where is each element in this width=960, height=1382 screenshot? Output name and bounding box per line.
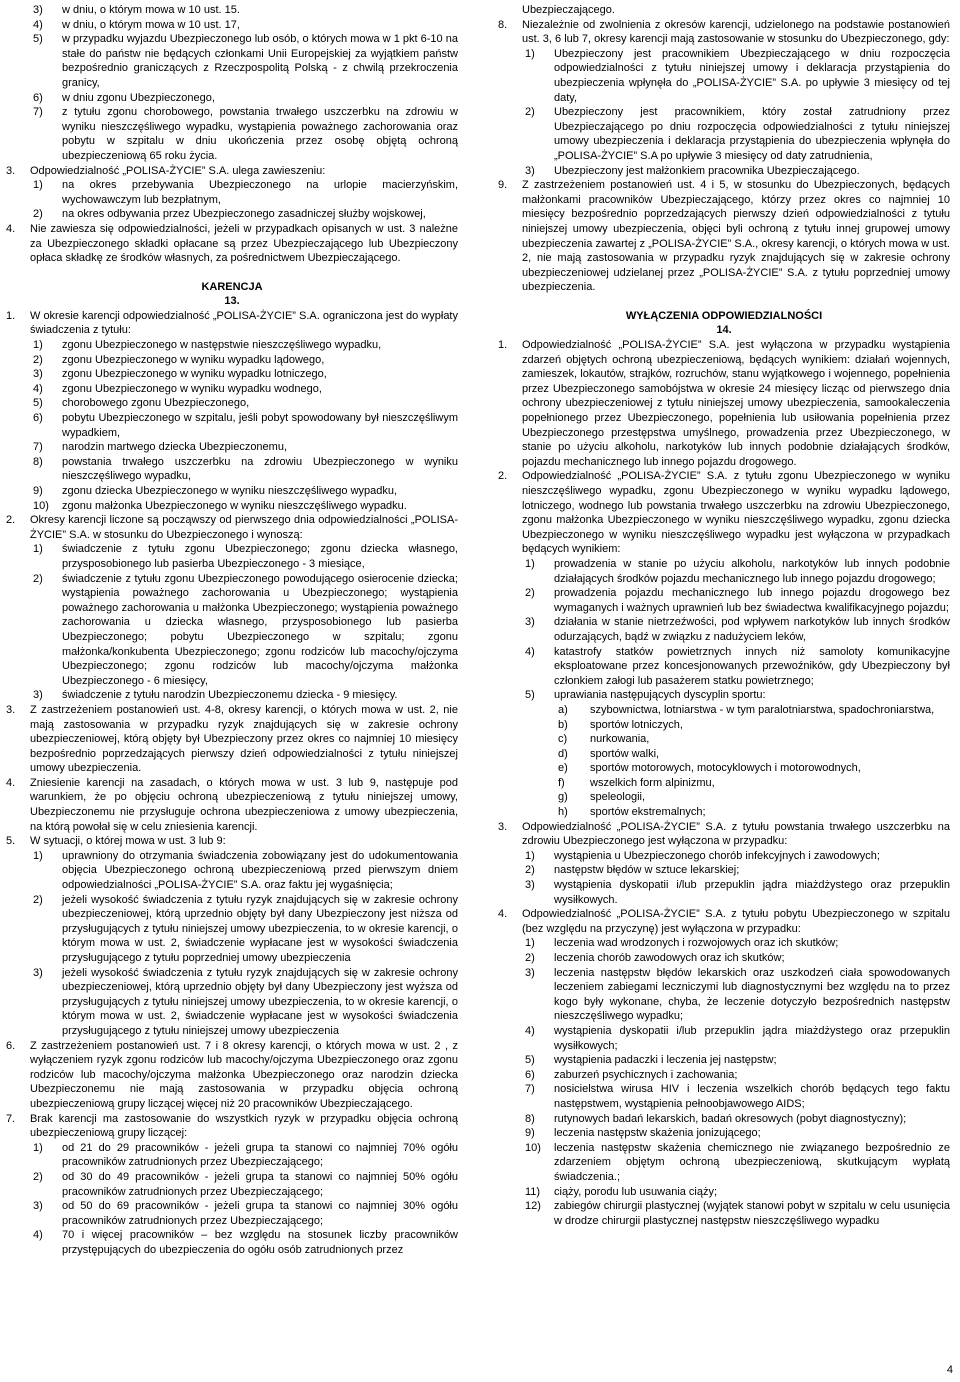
item-text: uprawniony do otrzymania świadczenia zobowiązany jest do udokumentowania objęcia Ubezpieczonego ochroną ubezpieczeniową przed pierwszym dniem odpowiedzialności „POLISA-ŻYCIE” S.A. oraz faktu jej wygaśnięcia;: [62, 849, 458, 892]
list-item: [498, 863, 950, 878]
section-heading: WYŁĄCZENIA ODPOWIEDZIALNOŚCI: [625, 309, 823, 322]
item-number: 3): [33, 4, 43, 16]
paragraph: [6, 776, 458, 834]
list-item: [498, 790, 950, 805]
left-column: [6, 3, 458, 1257]
item-text: Okresy karencji liczone są począwszy od pierwszego dnia odpowiedzialności „POLISA-ŻYCIE” S.A. w stosunku do Ubezpieczonego i wynoszą:: [30, 514, 458, 541]
item-text: katastrofy statków powietrznych innych niż samoloty komunikacyjne eksploatowane przez koncesjonowanych przewoźników, gdy Ubezpieczony był członkiem załogi lub pasażerem statku powietrznego;: [554, 645, 950, 687]
item-number: 2): [33, 572, 43, 585]
item-text: wystąpienia u Ubezpieczonego chorób infekcyjnych i zawodowych;: [554, 849, 880, 862]
item-text: W okresie karencji odpowiedzialność „POLISA-ŻYCIE” S.A. ograniczona jest do wypłaty świadczenia z tytułu:: [30, 309, 458, 337]
list-item: [498, 951, 950, 966]
list-item: [498, 1199, 950, 1228]
item-number: 6): [525, 1068, 535, 1081]
list-item: [498, 1068, 950, 1083]
item-text: powstania trwałego uszczerbku na zdrowiu Ubezpieczonego w wyniku nieszczęśliwego wypadku,: [62, 455, 458, 483]
list-item: [498, 732, 950, 747]
paragraph: [498, 18, 950, 47]
item-text: nosicielstwa wirusa HIV i leczenia wszelkich chorób będących tego faktu następstwem, wystąpienia pełnoobjawowego AIDS;: [554, 1083, 950, 1110]
list-item: [6, 32, 458, 90]
item-text: nurkowania,: [590, 733, 650, 746]
list-item: [6, 1141, 458, 1170]
list-item: [498, 1126, 950, 1141]
item-number: 6): [33, 412, 43, 425]
item-number: 5): [33, 397, 43, 410]
section-heading: 14.: [716, 324, 732, 337]
item-number: 1): [33, 543, 43, 556]
list-item: [498, 718, 950, 733]
item-number: 3): [525, 879, 535, 892]
item-text: szybownictwa, lotniarstwa - w tym paralotniarstwa, spadochroniarstwa,: [590, 703, 935, 716]
list-item: [498, 645, 950, 689]
item-number: 7.: [6, 1112, 16, 1125]
list-item: [498, 586, 950, 615]
list-item: [6, 688, 458, 703]
item-number: 8): [33, 455, 43, 468]
item-number: 1.: [498, 339, 508, 352]
item-number: 4): [33, 18, 43, 31]
list-item: [6, 382, 458, 397]
item-text: sportów motorowych, motocyklowych i motorowodnych,: [590, 762, 861, 775]
item-number: 4): [525, 1024, 535, 1037]
item-text: leczenia chorób zawodowych oraz ich skutków;: [554, 952, 785, 964]
list-item: [498, 1185, 950, 1200]
item-text: z tytułu zgonu chorobowego, powstania trwałego uszczerbku na zdrowiu w wyniku nieszczęśliwego wypadku, wystąpienia poważnego zachorowania oraz pobytu w szpitalu w dniu ukończenia przez osobę objętą ochroną ubezpieczeniową 65 roku życia.: [62, 106, 458, 162]
item-text: narodzin martwego dziecka Ubezpieczonemu,: [62, 441, 288, 454]
item-text: Brak karencji ma zastosowanie do wszystkich ryzyk w przypadku objęcia ochroną ubezpieczeniową grupy liczącej:: [30, 1112, 458, 1140]
list-item: [6, 1170, 458, 1199]
item-number: 7): [33, 106, 43, 119]
list-item: [498, 105, 950, 163]
item-text: Odpowiedzialność „POLISA-ŻYCIE” S.A. ulega zawieszeniu:: [30, 164, 326, 177]
item-number: 3.: [6, 164, 16, 177]
item-text: Nie zawiesza się odpowiedzialności, jeżeli w przypadkach opisanych w ust. 3 należne za Ubezpieczonego składki opłacane są przez Ubezpieczającego lub Ubezpieczony opłaca składkę ze środków własnych, za pośrednictwem Ubezpieczającego.: [30, 222, 458, 265]
list-item: [498, 776, 950, 791]
item-text: Ubezpieczony jest pracownikiem Ubezpieczającego w dniu rozpoczęcia odpowiedzialności z tytułu niniejszej umowy i deklaracja przystąpienia do ubezpieczenia wpłynęła do „POLISA-ŻYCIE” S.A. po upływie 3 miesięcy od tej daty,: [554, 47, 950, 104]
item-text: jeżeli wysokość świadczenia z tytułu ryzyk znajdujących się w zakresie ochrony ubezpieczeniowej, którą uprzednio objęty był dany Ubezpieczony jest wyższa od przysługujących z tytułu niniejszej umowy ubezpieczenia, to w okresie karencji, o którym mowa w ust. 2, świadczenie wypłacane jest w wysokości świadczenia przysługującego z tytułu niniejszej umowy ubezpieczenia: [62, 966, 458, 1037]
item-text: Ubezpieczony jest małżonkiem pracownika Ubezpieczającego.: [554, 164, 860, 177]
paragraph: [6, 164, 458, 179]
list-item: [498, 1141, 950, 1185]
item-number: 2): [525, 952, 535, 964]
item-text: jeżeli wysokość świadczenia z tytułu ryzyk znajdujących się w zakresie ochrony ubezpieczeniowej, którą uprzednio objęty był dany Ubezpieczony jest niższa od przysługujących z tytułu niniejszej umowy ubezpieczenia, to w okresie karencji, o którym mowa w ust. 2, świadczenie wypłacane jest w wysokości świadczenia przysługującego z tytułu poprzedniej umowy ubezpieczenia: [62, 893, 458, 964]
item-text: sportów lotniczych,: [590, 718, 683, 731]
item-text: uprawiania następujących dyscyplin sportu:: [554, 689, 766, 702]
item-number: 2): [525, 587, 535, 600]
item-number: 5.: [6, 835, 16, 848]
item-number: 3): [525, 616, 535, 629]
list-item: [498, 47, 950, 105]
item-number: 5): [525, 689, 535, 702]
item-text: Zniesienie karencji na zasadach, o których mowa w ust. 3 lub 9, następuje pod warunkiem, że po objęciu ochroną ubezpieczeniową z tytułu niniejszej umowy, Ubezpieczonemu nie przysługuje ochrona ubezpieczeniowa z umowy ubezpieczenia, na którą powołał się w celu zniesienia karencji.: [30, 776, 458, 833]
item-number: 7): [525, 1083, 535, 1096]
item-number: 1): [525, 849, 535, 862]
item-number: g): [558, 791, 568, 804]
item-text: wystąpienia dyskopatii i/lub przepuklin jądra miażdżystego oraz przepuklin wysiłkowych;: [554, 1024, 950, 1052]
item-number: 1.: [6, 309, 16, 322]
item-text: zgonu Ubezpieczonego w wyniku wypadku lądowego,: [62, 353, 325, 366]
item-text: Odpowiedzialność „POLISA-ŻYCIE” S.A. z tytułu powstania trwałego uszczerbku na zdrowiu Ubezpieczonego jest wyłączona w przypadku:: [522, 820, 950, 848]
list-item: [498, 703, 950, 718]
item-text: leczenia wad wrodzonych i rozwojowych oraz ich skutków;: [554, 937, 839, 950]
item-text: sportów ekstremalnych;: [590, 806, 706, 819]
item-text: zgonu Ubezpieczonego w wyniku wypadku lotniczego,: [62, 368, 327, 381]
list-item: [6, 440, 458, 455]
list-item: [6, 1228, 458, 1257]
item-number: 1): [525, 937, 535, 950]
list-item: [498, 878, 950, 907]
item-number: 2): [33, 1170, 43, 1183]
paragraph: [6, 513, 458, 542]
list-item: [498, 936, 950, 951]
item-number: 3): [33, 368, 43, 381]
item-number: 8): [525, 1112, 535, 1125]
item-text: chorobowego zgonu Ubezpieczonego,: [62, 397, 250, 410]
section-heading: KARENCJA: [201, 280, 263, 293]
item-text: od 21 do 29 pracowników - jeżeli grupa ta stanowi co najmniej 70% ogółu pracowników zatrudnionych przez Ubezpieczającego;: [62, 1141, 458, 1169]
item-number: 3.: [6, 703, 16, 716]
item-text: zgonu małżonka Ubezpieczonego w wyniku nieszczęśliwego wypadku.: [62, 499, 407, 512]
item-text: Odpowiedzialność „POLISA-ŻYCIE” S.A. z tytułu pobytu Ubezpieczonego w szpitalu (bez względu na przyczynę) jest wyłączona w przypadku:: [522, 908, 950, 935]
page-number: 4: [946, 1364, 953, 1377]
paragraph: [6, 834, 458, 849]
paragraph: [6, 703, 458, 776]
list-item: [498, 615, 950, 644]
item-number: 9): [33, 485, 43, 497]
item-text: świadczenie z tytułu zgonu Ubezpieczonego; zgonu dziecka własnego, przysposobionego lub pasierba Ubezpieczonego - 3 miesiące,: [62, 543, 458, 570]
list-item: [6, 207, 458, 222]
list-item: [498, 761, 950, 776]
item-number: f): [558, 776, 565, 789]
item-number: 1): [33, 339, 43, 352]
item-text: zabiegów chirurgii plastycznej (wyjątek stanowi pobyt w szpitalu w celu usunięcia w drodze chirurgii plastycznej następstw nieszczęśliwego wypadku: [554, 1200, 950, 1227]
item-text: leczenia następstw skażenia jonizującego;: [554, 1127, 761, 1140]
list-item: [6, 893, 458, 966]
paragraph: [498, 907, 950, 936]
item-text: rutynowych badań lekarskich, badań okresowych (pobyt diagnostyczny);: [554, 1112, 907, 1125]
list-item: [498, 1082, 950, 1111]
paragraph: [6, 1039, 458, 1112]
paragraph-continuation: [498, 3, 950, 18]
item-text: zaburzeń psychicznych i zachowania;: [554, 1068, 738, 1081]
item-number: 1): [33, 849, 43, 862]
section-heading: 13.: [224, 295, 240, 308]
item-text: na okres odbywania przez Ubezpieczonego zasadniczej służby wojskowej,: [62, 208, 426, 221]
item-text: Niezależnie od zwolnienia z okresów karencji, udzielonego na podstawie postanowień ust. 3, 6 lub 7, okresy karencji mają zastosowanie w stosunku do Ubezpieczonego, gdy:: [522, 18, 950, 46]
item-number: 10): [525, 1141, 541, 1154]
list-item: [6, 849, 458, 893]
item-number: 3.: [498, 820, 508, 833]
item-number: 2): [33, 353, 43, 366]
list-item: [6, 18, 458, 33]
list-item: [6, 396, 458, 411]
item-text: Odpowiedzialność „POLISA-ŻYCIE” S.A. z tytułu zgonu Ubezpieczonego w wyniku nieszczęśliwego wypadku, zgonu Ubezpieczonego w wyniku wypadku lądowego, lotniczego, wodnego lub powstania trwałego uszczerbku na zdrowiu Ubezpieczonego, zgonu małżonka Ubezpieczonego w wyniku nieszczęśliwego wypadku, zgonu dziecka Ubezpieczonego w wyniku nieszczęśliwego wypadku jest wyłączona w przypadkach będących wynikiem:: [522, 470, 950, 556]
item-number: 7): [33, 441, 43, 454]
paragraph: [498, 178, 950, 295]
item-number: 5): [525, 1054, 535, 1067]
list-item: [6, 966, 458, 1039]
item-number: 4): [33, 382, 43, 395]
item-text: działania w stanie nietrzeźwości, pod wpływem narkotyków lub innych środków odurzających, bądź w związku z nadużyciem leków,: [554, 616, 950, 643]
item-number: c): [558, 733, 568, 746]
list-item: [6, 455, 458, 484]
item-text: świadczenie z tytułu narodzin Ubezpieczonemu dziecka - 9 miesięcy.: [62, 689, 398, 702]
item-number: b): [558, 718, 568, 731]
item-number: 3): [525, 966, 535, 979]
item-number: 8.: [498, 18, 508, 31]
item-number: 4): [33, 1229, 43, 1242]
item-text: speleologii,: [590, 791, 646, 804]
item-text: prowadzenia pojazdu mechanicznego lub innego pojazdu drogowego bez wymaganych i ważnych uprawnień lub bez świadectwa kwalifikacyjnego pojazdu;: [554, 587, 950, 614]
item-text: wszelkich form alpinizmu,: [590, 776, 715, 789]
list-item: [6, 499, 458, 514]
right-column: [498, 3, 950, 1228]
paragraph: [6, 309, 458, 338]
list-item: [6, 411, 458, 440]
list-item: [6, 1199, 458, 1228]
item-text: 70 i więcej pracowników – bez względu na stosunek liczby pracowników przystępujących do ubezpieczenia do ogółu osób zatrudnionych przez: [62, 1229, 458, 1256]
item-number: a): [558, 703, 568, 716]
item-number: h): [558, 806, 568, 819]
item-text: Z zastrzeżeniem postanowień ust. 7 i 8 okresy karencji, o których mowa w ust. 2 , z wyłączeniem ryzyk zgonu rodziców lub macochy/ojczyma Ubezpieczonego oraz zgonu rodziców lub macochy/ojczyma małżonka Ubezpieczonego oraz narodzin dziecka Ubezpieczonemu nie mają zastosowania w przypadku objęcia ochroną ubezpieczeniową grupy liczącej więcej niż 20 pracowników Ubezpieczającego.: [30, 1039, 458, 1110]
list-item: [6, 178, 458, 207]
item-text: Ubezpieczony jest pracownikiem, który został zatrudniony przez Ubezpieczającego po dniu rozpoczęcia odpowiedzialności z tytułu niniejszej umowy ubezpieczenia i deklaracja przystąpienia do ubezpieczenia wpłynęła do „POLISA-ŻYCIE” S.A po upływie 3 miesięcy od daty zatrudnienia,: [554, 106, 950, 162]
item-number: 3): [525, 164, 535, 177]
list-item: [6, 367, 458, 382]
item-text: Z zastrzeżeniem postanowień ust. 4 i 5, w stosunku do Ubezpieczonych, będących małżonkami pracowników Ubezpieczającego, którzy przez okres co najmniej 10 miesięcy bezpośrednio poprzedzających pierwszy dzień odpowiedzialności z tytułu niniejszej umowy ubezpieczenia, objęci byli ochroną z tytułu innej grupowej umowy ubezpieczenia zawartej z „POLISA-ŻYCIE” S.A., okresy karencji, o których mowa w ust. 2, nie mają zastosowania w przypadku ryzyk znajdujących się w zakresie ochrony ubezpieczeniowej udzielanej przez „POLISA-ŻYCIE” S.A. z tytułu poprzedniej umowy ubezpieczenia.: [522, 179, 950, 294]
item-number: 2.: [6, 514, 16, 527]
list-item: [498, 849, 950, 864]
paragraph: [6, 1112, 458, 1141]
item-number: 6): [33, 91, 43, 104]
item-number: 2): [33, 208, 43, 221]
item-text: prowadzenia w stanie po użyciu alkoholu, narkotyków lub innych podobnie działających środków pojazdu mechanicznego lub innego pojazdu drogowego;: [554, 557, 950, 585]
item-text: od 50 do 69 pracowników - jeżeli grupa ta stanowi co najmniej 30% ogółu pracowników zatrudnionych przez Ubezpieczającego;: [62, 1200, 458, 1227]
item-number: 4.: [6, 776, 16, 789]
list-item: [498, 747, 950, 762]
item-number: d): [558, 747, 568, 760]
item-text: na okres przebywania Ubezpieczonego na urlopie macierzyńskim, wychowawczym lub bezpłatnym,: [62, 179, 458, 206]
item-text: następstw błędów w sztuce lekarskiej;: [554, 864, 740, 877]
item-number: 4.: [6, 222, 16, 235]
list-item: [6, 572, 458, 689]
paragraph: [6, 222, 458, 266]
item-number: 2): [525, 106, 535, 119]
item-text: zgonu Ubezpieczonego w wyniku wypadku wodnego,: [62, 382, 322, 395]
item-text: świadczenie z tytułu zgonu Ubezpieczonego powodującego osierocenie dziecka; wystąpienia poważnego zachorowania u Ubezpieczonego; wystąpienia poważnego zachorowania u małżonka Ubezpieczonego; wystąpienia poważnego zachorowania u dziecka własnego, przysposobionego lub pasierba Ubezpieczonego; pobytu Ubezpieczonego w szpitalu; zgonu małżonka/konkubenta Ubezpieczonego; zgonu rodziców lub macochy/ojczyma Ubezpieczonego; zgonu rodziców lub macochy/ojczyma małżonka Ubezpieczonego - 6 miesięcy,: [62, 572, 458, 687]
list-item: [498, 688, 950, 703]
list-item: [6, 484, 458, 499]
list-item: [6, 353, 458, 368]
item-number: 1): [33, 1141, 43, 1154]
paragraph: [498, 469, 950, 557]
item-number: 10): [33, 499, 49, 512]
item-number: e): [558, 762, 568, 775]
item-number: 12): [525, 1200, 541, 1213]
list-item: [498, 966, 950, 1024]
list-item: [498, 1024, 950, 1053]
item-number: 1): [525, 557, 535, 570]
item-text: W sytuacji, o której mowa w ust. 3 lub 9:: [30, 835, 226, 848]
item-text: w dniu zgonu Ubezpieczonego,: [62, 91, 215, 104]
item-text: w dniu, o którym mowa w 10 ust. 15.: [62, 4, 240, 16]
item-text: wystąpienia dyskopatii i/lub przepuklin jądra miażdżystego oraz przepuklin wysiłkowych.: [554, 879, 950, 906]
list-item: [498, 805, 950, 820]
item-text: ciąży, porodu lub usuwania ciąży;: [554, 1185, 718, 1198]
item-text: wystąpienia padaczki i leczenia jej następstw;: [554, 1054, 777, 1067]
paragraph: [498, 820, 950, 849]
item-text: od 30 do 49 pracowników - jeżeli grupa ta stanowi co najmniej 50% ogółu pracowników zatrudnionych przez Ubezpieczającego;: [62, 1170, 458, 1198]
list-item: [6, 3, 458, 18]
item-text: Odpowiedzialność „POLISA-ŻYCIE” S.A. jest wyłączona w przypadku wystąpienia zdarzeń objętych ochroną ubezpieczeniową, będących wynikiem: działań wojennych, zamieszek, lokautów, strajków, rozruchów, stanu wyjątkowego i wojennego, popełnienia przez Ubezpieczonego samobójstwa w okresie 24 miesięcy licząc od pierwszego dnia ochrony ubezpieczeniowej z tytułu niniejszej umowy ubezpieczenia, samookaleczenia popełnionego przez Ubezpieczonego, popełnienia lub usiłowania popełnienia przez Ubezpieczonego przestępstwa umyślnego, prowadzenia przez Ubezpieczonego, w stanie po użyciu alkoholu, narkotyków lub innych podobnie działających środków, pojazdu mechanicznego lub innego pojazdu drogowego.: [522, 339, 950, 468]
item-number: 3): [33, 1200, 43, 1213]
item-number: 9.: [498, 179, 508, 192]
item-number: 1): [33, 179, 43, 192]
list-item: [6, 105, 458, 163]
list-item: [498, 1112, 950, 1127]
item-text: w dniu, o którym mowa w 10 ust. 17,: [62, 18, 240, 31]
item-number: 2.: [498, 470, 508, 483]
list-item: [498, 557, 950, 586]
item-number: 9): [525, 1127, 535, 1140]
item-number: 2): [33, 893, 43, 906]
item-text: w przypadku wyjazdu Ubezpieczonego lub osób, o których mowa w 1 pkt 6-10 na stałe do państw nie będących członkami Unii Europejskiej za wyjątkiem państw bezpośrednio graniczących z Rzeczpospolitą Polską - z chwilą przekroczenia granicy,: [62, 33, 458, 89]
item-number: 6.: [6, 1039, 16, 1052]
item-text: pobytu Ubezpieczonego w szpitalu, jeśli pobyt spowodowany był nieszczęśliwym wypadkiem,: [62, 412, 458, 439]
paragraph: [498, 338, 950, 469]
item-text: sportów walki,: [590, 747, 660, 760]
list-item: [6, 338, 458, 353]
item-text: leczenia następstw skażenia chemicznego nie związanego bezpośrednio ze zdarzeniem objętym ochroną ubezpieczeniową, skutkującym wypłatą świadczenia.;: [554, 1141, 950, 1183]
item-number: 5): [33, 33, 43, 46]
item-number: 4): [525, 645, 535, 658]
list-item: [6, 91, 458, 106]
item-number: 4.: [498, 908, 508, 921]
list-item: [498, 1053, 950, 1068]
item-number: 11): [525, 1185, 541, 1198]
list-item: [6, 542, 458, 571]
item-text: leczenia następstw błędów lekarskich oraz uszkodzeń ciała spowodowanych leczeniem zabiegami leczniczymi lub diagnostycznymi bez względu na to przez kogo były wykonane, chyba, że leczenie dotyczyło bezpośrednich następstw nieszczęśliwego wypadku;: [554, 966, 950, 1023]
item-number: 2): [525, 864, 535, 877]
list-item: [498, 164, 950, 179]
item-text: zgonu dziecka Ubezpieczonego w wyniku nieszczęśliwego wypadku,: [62, 485, 398, 497]
item-text: zgonu Ubezpieczonego w następstwie nieszczęśliwego wypadku,: [62, 339, 382, 352]
item-text: Z zastrzeżeniem postanowień ust. 4-8, okresy karencji, o których mowa w ust. 2, nie mają zastosowania w przypadku ryzyk znajdujących się w zakresie ochrony ubezpieczeniowej, którą objęty był Ubezpieczony przez okres co najmniej 10 miesięcy bezpośrednio poprzedzających pierwszy dzień odpowiedzialności z tytułu niniejszej umowy ubezpieczenia.: [30, 703, 458, 775]
item-number: 3): [33, 689, 43, 702]
item-number: 3): [33, 966, 43, 979]
item-number: 1): [525, 47, 535, 60]
item-text: Ubezpieczającego.: [522, 4, 615, 16]
